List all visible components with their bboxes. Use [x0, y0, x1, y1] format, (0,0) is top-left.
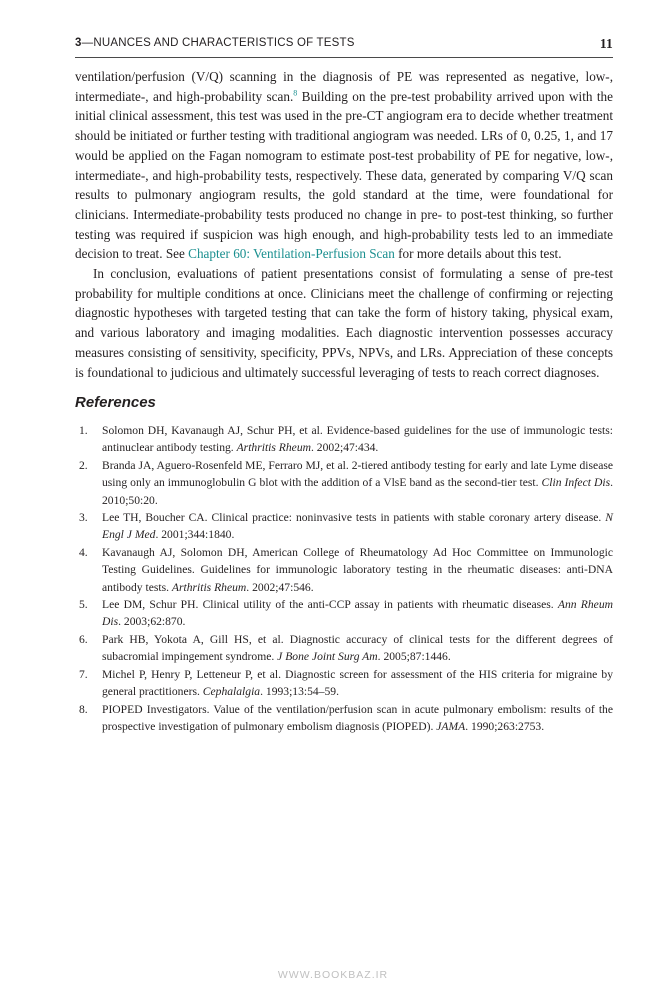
paragraph-conclusion: In conclusion, evaluations of patient presentations consist of formulating a sense of pre-test probability for multiple conditions at once. Clinicians meet the challenge of confirming or rejecting diagnostic hypotheses with targeted testing that can take the form of history taking, physical exam, and various laboratory and imaging modalities. Each diagnostic intervention possesses accuracy measures consisting of sensitivity, specificity, PPVs, NPVs, and LRs. Appreciation of these concepts is foundational to judicious and ultimately successful leveraging of tests to reach correct diagnoses. — [75, 266, 613, 380]
reference-number: 6. — [79, 632, 88, 646]
running-header: 3—NUANCES AND CHARACTERISTICS OF TESTS 11 — [75, 36, 613, 51]
chapter-title: NUANCES AND CHARACTERISTICS OF TESTS — [93, 37, 355, 49]
reference-text: Solomon DH, Kavanaugh AJ, Schur PH, et al. Evidence-based guidelines for the use of immunologic tests: antinuclear antibody testing. — [102, 424, 613, 455]
reference-citation: . 2003;62:870. — [118, 615, 186, 629]
header-rule — [75, 57, 613, 58]
reference-number: 5. — [79, 598, 88, 612]
reference-item — [75, 666, 613, 701]
reference-journal: Arthritis Rheum — [171, 580, 247, 594]
reference-item — [75, 509, 613, 544]
reference-journal: Cephalalgia — [202, 685, 261, 699]
reference-citation: . 2010;50:20. — [102, 476, 613, 507]
reference-text: Lee TH, Boucher CA. Clinical practice: noninvasive tests in patients with stable coronary artery disease. — [102, 511, 606, 525]
references-heading: References — [75, 394, 156, 411]
citation-superscript[interactable]: 8 — [293, 88, 298, 98]
reference-text: Park HB, Yokota A, Gill HS, et al. Diagnostic accuracy of clinical tests for the different degrees of subacromial impingement syndrome. — [102, 632, 613, 664]
reference-number: 3. — [79, 511, 88, 525]
reference-citation: . 1993;13:54–59. — [260, 685, 339, 699]
reference-journal: JAMA — [436, 719, 466, 733]
reference-citation: . 2002;47:546. — [246, 580, 314, 594]
reference-journal: Arthritis Rheum — [236, 441, 311, 455]
paragraph-vq-scan: ventilation/perfusion (V/Q) scanning in the diagnosis of PE was represented as negative, low-, intermediate-, and high-probability scan.$^8$ Building on the pre-test probability arrived upon with the initial clinical assessment, this test was used in the pre-CT angiogram era to decide whether treatment should be initiated or further testing with traditional angiogram was needed. LRs of 0, 0.25, 1, and 17 would be applied on the Fagan nomogram to estimate post-test probability of PE for negative, low-, intermediate-, and high-probability tests, respectively. These data, generated by comparing V/Q scan results to pulmonary angiogram results, the gold standard at the time, were foundational for clinicians. Intermediate-probability tests produced no change in pre- to post-test thinking, so further testing was required if suspicion was high enough, and high-probability tests led to an immediate decision to treat. See Chapter 60: Ventilation-Perfusion Scan for more details about this test. — [75, 69, 613, 262]
reference-journal: J Bone Joint Surg Am — [277, 650, 378, 664]
body-text — [75, 67, 613, 382]
reference-journal: N Engl J Med — [102, 511, 613, 542]
reference-text: Kavanaugh AJ, Solomon DH, American College of Rheumatology Ad Hoc Committee on Immunologic Testing Guidelines. Guidelines for immunologic laboratory testing in the rheumatic diseases: anti-DNA antibody tests. — [102, 545, 613, 594]
reference-item — [75, 422, 613, 457]
chapter-number: 3 — [75, 37, 82, 49]
chapter-cross-reference-link[interactable]: Chapter 60: Ventilation-Perfusion Scan — [188, 246, 395, 262]
reference-number: 2. — [79, 458, 88, 472]
reference-journal: Ann Rheum Dis — [102, 598, 613, 629]
references-list — [75, 422, 613, 735]
reference-item — [75, 596, 613, 631]
reference-number: 8. — [79, 702, 88, 716]
page-number: 11 — [599, 36, 613, 51]
reference-citation: . 2002;47:434. — [311, 441, 379, 455]
reference-number: 4. — [79, 545, 88, 559]
reference-citation: . 2005;87:1446. — [377, 650, 451, 664]
reference-item — [75, 457, 613, 509]
reference-text: Branda JA, Aguero-Rosenfeld ME, Ferraro MJ, et al. 2-tiered antibody testing for early and late Lyme disease using only an immunoglobulin G blot with the addition of a VlsE band as the second-tier test. — [102, 458, 613, 490]
reference-number: 7. — [79, 667, 88, 681]
watermark: WWW.BOOKBAZ.IR — [277, 969, 389, 981]
reference-citation: . 1990;263:2753. — [465, 719, 545, 733]
reference-text: Michel P, Henry P, Letteneur P, et al. Diagnostic screen for assessment of the HIS criteria for migraine by general practitioners. — [102, 667, 613, 699]
reference-text: PIOPED Investigators. Value of the ventilation/perfusion scan in acute pulmonary embolism: results of the prospective investigation of pulmonary embolism diagnosis (PIOPED). — [102, 702, 613, 733]
reference-citation: . 2001;344:1840. — [155, 528, 235, 542]
reference-item — [75, 701, 613, 736]
reference-text: Lee DM, Schur PH. Clinical utility of the anti-CCP assay in patients with rheumatic diseases. — [102, 598, 558, 612]
reference-item — [75, 544, 613, 596]
reference-number: 1. — [79, 424, 88, 437]
reference-journal: Clin Infect Dis — [541, 476, 611, 490]
reference-item — [75, 631, 613, 666]
